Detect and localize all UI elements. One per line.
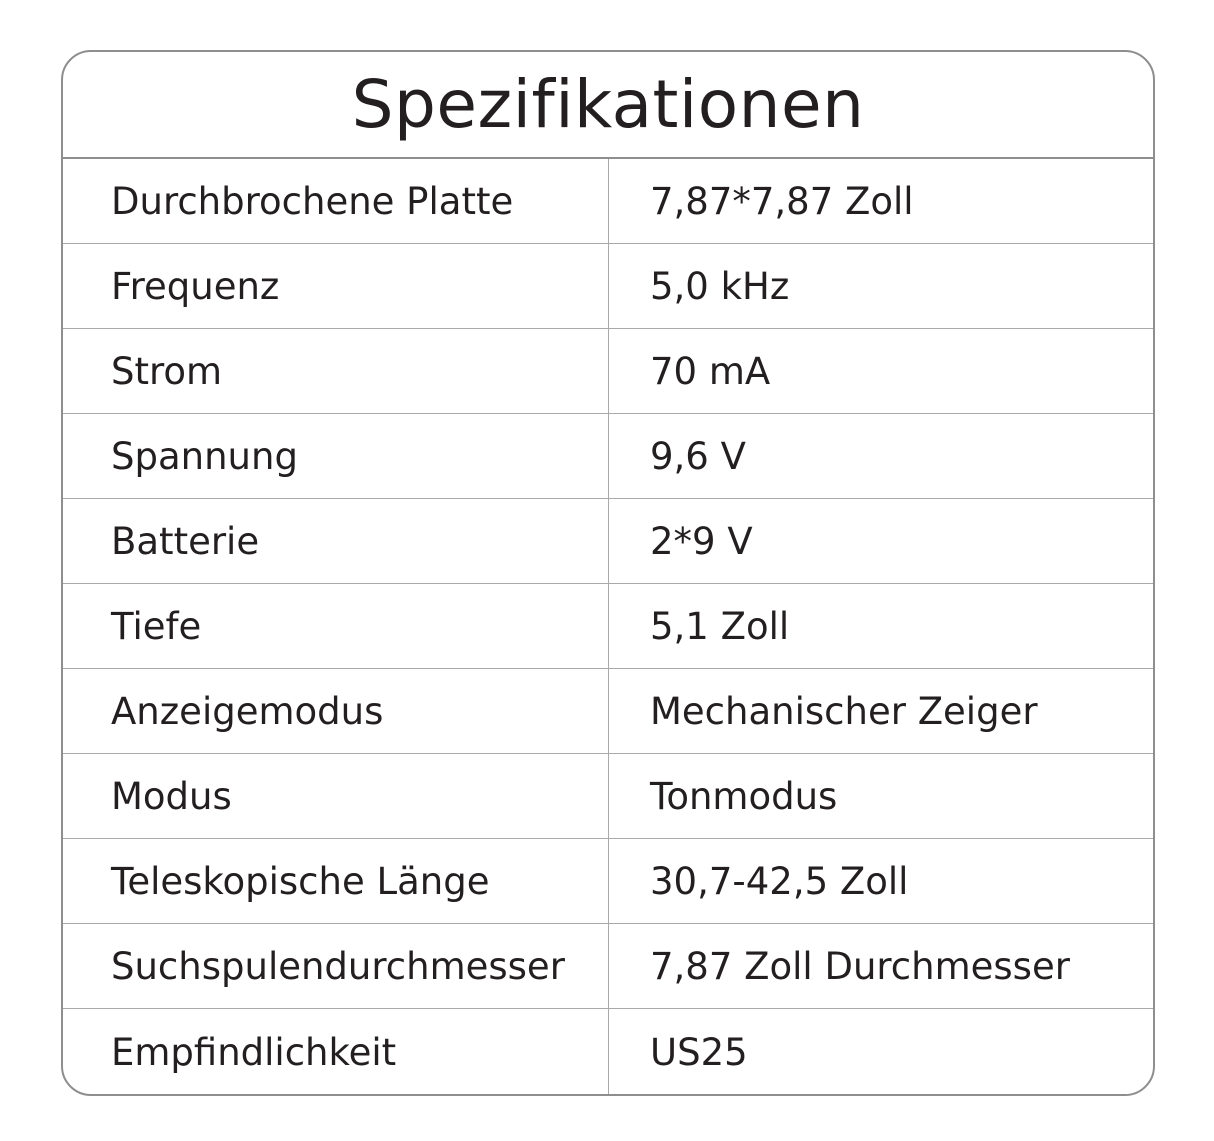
spec-label: Spannung: [63, 414, 609, 498]
spec-label: Anzeigemodus: [63, 669, 609, 753]
spec-row: [63, 414, 1153, 499]
spec-row: [63, 159, 1153, 244]
spec-label: Batterie: [63, 499, 609, 583]
spec-row: [63, 499, 1153, 584]
spec-row: [63, 924, 1153, 1009]
spec-value: Mechanischer Zeiger: [650, 689, 1038, 733]
spec-value: 5,1 Zoll: [650, 604, 790, 648]
spec-value: 70 mA: [650, 349, 771, 393]
spec-value: 2*9 V: [650, 519, 753, 563]
spec-row: [63, 244, 1153, 329]
spec-row: [63, 839, 1153, 924]
spec-value: 5,0 kHz: [650, 264, 790, 308]
spec-value: US25: [650, 1030, 748, 1074]
spec-value: 7,87*7,87 Zoll: [650, 179, 914, 223]
spec-row: [63, 669, 1153, 754]
spec-row: [63, 754, 1153, 839]
spec-row: [63, 584, 1153, 669]
spec-table-title: Spezifikationen: [63, 52, 1153, 159]
spec-label: Empfindlichkeit: [63, 1009, 609, 1095]
spec-label: Frequenz: [63, 244, 609, 328]
spec-value: Tonmodus: [650, 774, 838, 818]
spec-row: [63, 1009, 1153, 1095]
spec-value: 7,87 Zoll Durchmesser: [650, 944, 1070, 988]
spec-table: [61, 50, 1155, 1096]
spec-label: Tiefe: [63, 584, 609, 668]
spec-label: Durchbrochene Platte: [63, 159, 609, 243]
spec-value: 30,7-42,5 Zoll: [650, 859, 909, 903]
spec-label: Suchspulendurchmesser: [63, 924, 609, 1008]
spec-label: Teleskopische Länge: [63, 839, 609, 923]
spec-label: Strom: [63, 329, 609, 413]
spec-row: [63, 329, 1153, 414]
spec-label: Modus: [63, 754, 609, 838]
spec-value: 9,6 V: [650, 434, 746, 478]
